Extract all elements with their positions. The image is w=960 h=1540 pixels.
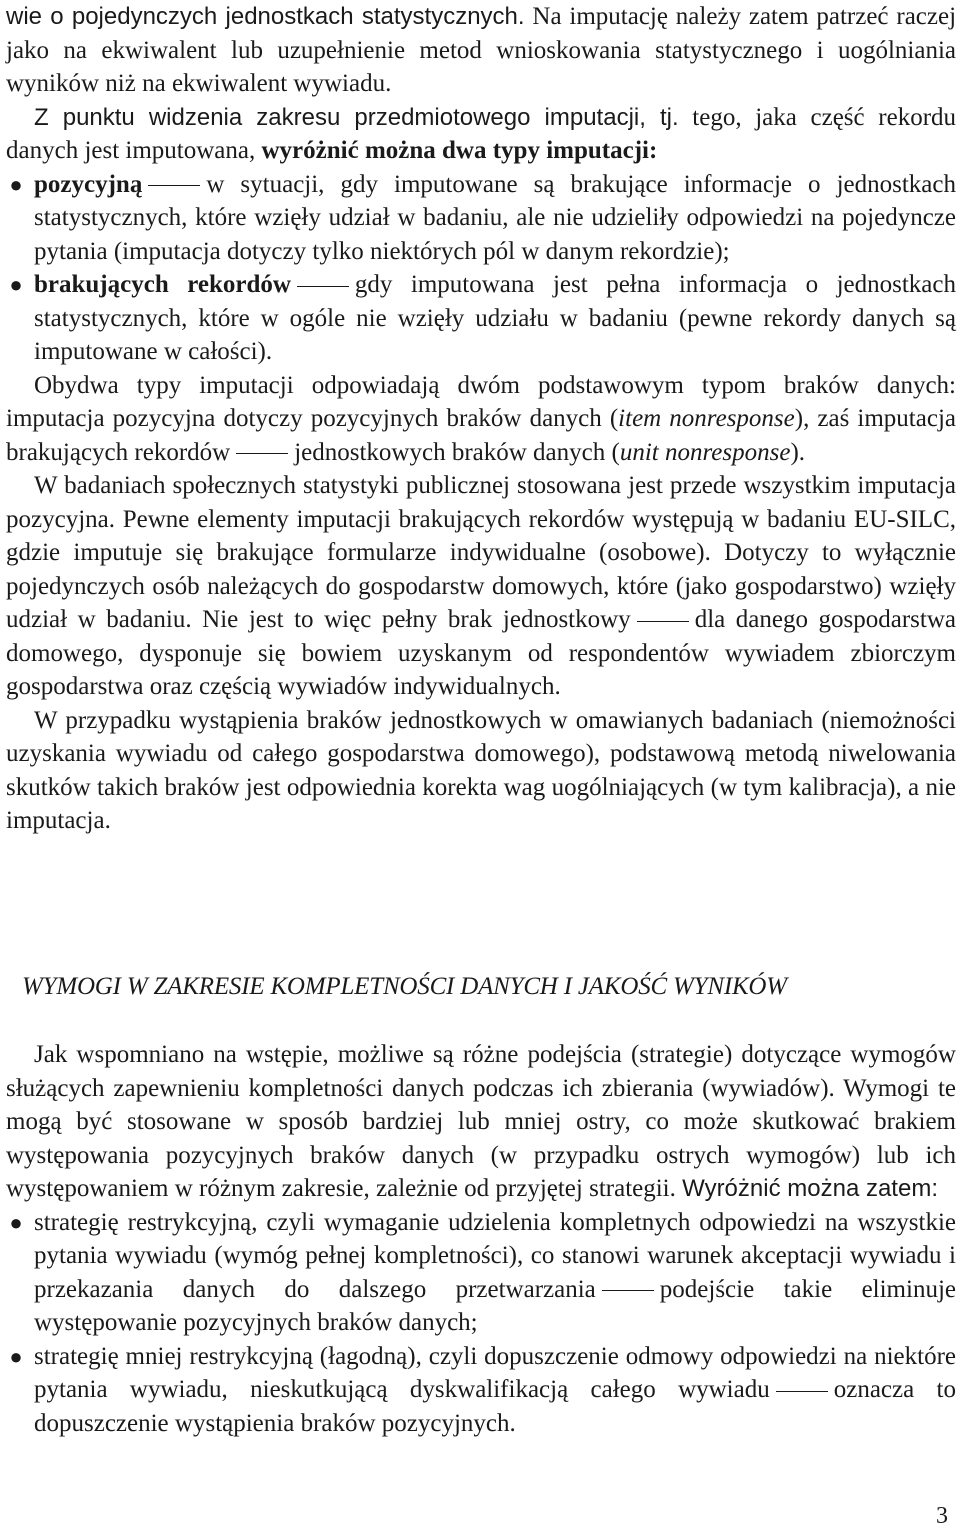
paragraph-both-types: Obydwa typy imputacji odpowiadają dwóm podstawowym typom braków danych: imputacja pozycyjna dotyczy pozycyjnych braków danych (item nonresponse), zaś imputacja brakujących rekordów jednostkowych braków danych (unit nonresponse).	[6, 371, 956, 466]
em-dash	[637, 621, 689, 622]
paragraph-scope: Z punktu widzenia zakresu przedmiotowego imputacji, tj. tego, jaka część rekordu danych jest imputowana, wyróżnić można dwa typy imputacji:	[6, 103, 957, 164]
paragraph-requirements: Jak wspomniano na wstępie, możliwe są różne podejścia (strategie) dotyczące wymogów służących zapewnieniu kompletności danych podczas ich zbierania (wywiadów). Wymogi te mogą być stosowane w sposób bardziej lub mniej ostry, co może skutkować brakiem występowania pozycyjnych braków danych (w przypadku ostrych wymogów) lub ich występowaniem w różnym zakresie, zależnie od przyjętej strategii. Wyróżnić można zatem:	[6, 1041, 956, 1202]
bullet-icon: ●	[9, 171, 23, 197]
em-dash	[236, 453, 288, 454]
bullet-icon: ●	[9, 1343, 23, 1369]
em-dash	[148, 185, 200, 186]
em-dash	[776, 1391, 828, 1392]
text-column-top	[6, 0, 956, 838]
imputation-types-list	[6, 168, 956, 369]
list-item: ● strategię restrykcyjną, czyli wymaganie udzielenia kompletnych odpowiedzi na wszystkie pytania wywiadu (wymóg pełnej kompletności), co stanowi warunek akceptacji wywiadu i przekazania danych do dalszego przetwarzania podejście takie eliminuje występowanie pozycyjnych braków danych;	[6, 1206, 956, 1340]
strategies-list	[6, 1206, 956, 1441]
bullet-icon: ●	[9, 1209, 23, 1235]
em-dash	[297, 286, 349, 287]
list-item: ● pozycyjną w sytuacji, gdy imputowane są brakujące informacje o jednostkach statystycznych, które wzięły udział w badaniu, ale nie udzieliły odpowiedzi na pojedyncze pytania (imputacja dotyczy tylko niektórych pól w danym rekordzie);	[6, 168, 956, 269]
em-dash	[602, 1290, 654, 1291]
section-heading: WYMOGI W ZAKRESIE KOMPLETNOŚCI DANYCH I JAKOŚĆ WYNIKÓW	[22, 973, 787, 1000]
page-number: 3	[936, 1503, 948, 1529]
text-column-bottom	[6, 1038, 956, 1440]
paragraph-social-surveys: W badaniach społecznych statystyki publicznej stosowana jest przede wszystkim imputacja pozycyjna. Pewne elementy imputacji brakujących rekordów występują w badaniu EU-SILC, gdzie imputuje się brakujące formularze indywidualne (osobowe). Dotyczy to wyłącznie pojedynczych osób należących do gospodarstw domowych, które (jako gospodarstwo) wzięły udział w badaniu. Nie jest to więc pełny brak jednostkowy dla danego gospodarstwa domowego, dysponuje się bowiem uzyskanym od respondentów wywiadem zbiorczym gospodarstwa oraz częścią wywiadów indywidualnych.	[6, 472, 956, 700]
paragraph-continuation: wie o pojedynczych jednostkach statystycznych. Na imputację należy zatem patrzeć raczej jako na ekwiwalent lub uzupełnienie metod wnioskowania statystycznego i uogólniania wyników niż na ekwiwalent wywiadu.	[6, 3, 957, 97]
list-item: ● brakujących rekordów gdy imputowana jest pełna informacja o jednostkach statystycznych, które w ogóle nie wzięły udziału w badaniu (pewne rekordy danych są imputowane w całości).	[6, 268, 956, 369]
bullet-icon: ●	[9, 272, 23, 297]
list-item: ● strategię mniej restrykcyjną (łagodną), czyli dopuszczenie odmowy odpowiedzi na niektóre pytania wywiadu, nieskutkującą dyskwalifikacją całego wywiadu oznacza to dopuszczenie wystąpienia braków pozycyjnych.	[6, 1340, 956, 1441]
paragraph-unit-nonresponse: W przypadku wystąpienia braków jednostkowych w omawianych badaniach (niemożności uzyskania wywiadu od całego gospodarstwa domowego), podstawową metodą niwelowania skutków takich braków jest odpowiednia korekta wag uogólniających (w tym kalibracja), a nie imputacja.	[6, 706, 956, 834]
